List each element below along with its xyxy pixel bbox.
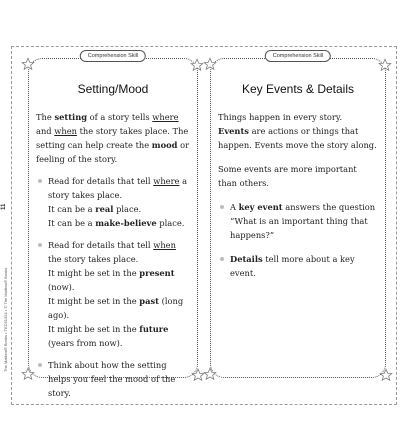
publisher-credit: The Mailbox® Books • TEC61324 • © The Mailbox® Books — [3, 267, 8, 372]
list-subitem: It might be set in the present (now). — [48, 268, 175, 292]
star-icon — [379, 367, 393, 381]
star-icon — [203, 56, 217, 70]
intro-line: Things happen in every story. — [218, 112, 343, 122]
key-events-card — [210, 53, 386, 378]
card-body — [218, 110, 378, 280]
list-item: Read for details that tell where a story takes place. — [36, 174, 190, 202]
intro-paragraph: Events are actions or things that happen. Events move the story along. — [218, 126, 377, 150]
card-title: Key Events & Details — [241, 82, 355, 96]
list-item: A key event answers the question “What is an important thing that happens?” — [218, 200, 378, 242]
list-subitem: It can be a make-believe place. — [48, 218, 185, 228]
intro-paragraph: The setting of a story tells where and when the story takes place. The setting can help create the mood or feeling of the story. — [36, 112, 190, 164]
star-icon — [378, 57, 392, 71]
star-icon — [203, 366, 217, 380]
list-item: Read for details that tell when the story takes place. — [36, 238, 190, 266]
list-subitem: It might be set in the future (years from now). — [48, 324, 169, 348]
list-subitem: It can be a real place. — [48, 204, 142, 214]
card-body — [36, 110, 190, 400]
setting-mood-card — [28, 53, 198, 398]
list-item: Think about how the setting helps you feel the mood of the story. — [36, 358, 190, 400]
star-icon — [190, 57, 204, 71]
list-item: Details tell more about a key event. — [218, 252, 378, 280]
paragraph: Some events are more important than others. — [218, 164, 357, 188]
skill-label: Comprehension Skill — [80, 50, 146, 62]
star-icon — [21, 56, 35, 70]
page-number: 11 — [1, 203, 7, 210]
card-title: Setting/Mood — [77, 82, 149, 96]
skill-label: Comprehension Skill — [265, 50, 331, 62]
list-subitem: It might be set in the past (long ago). — [48, 296, 184, 320]
star-icon — [21, 366, 35, 380]
